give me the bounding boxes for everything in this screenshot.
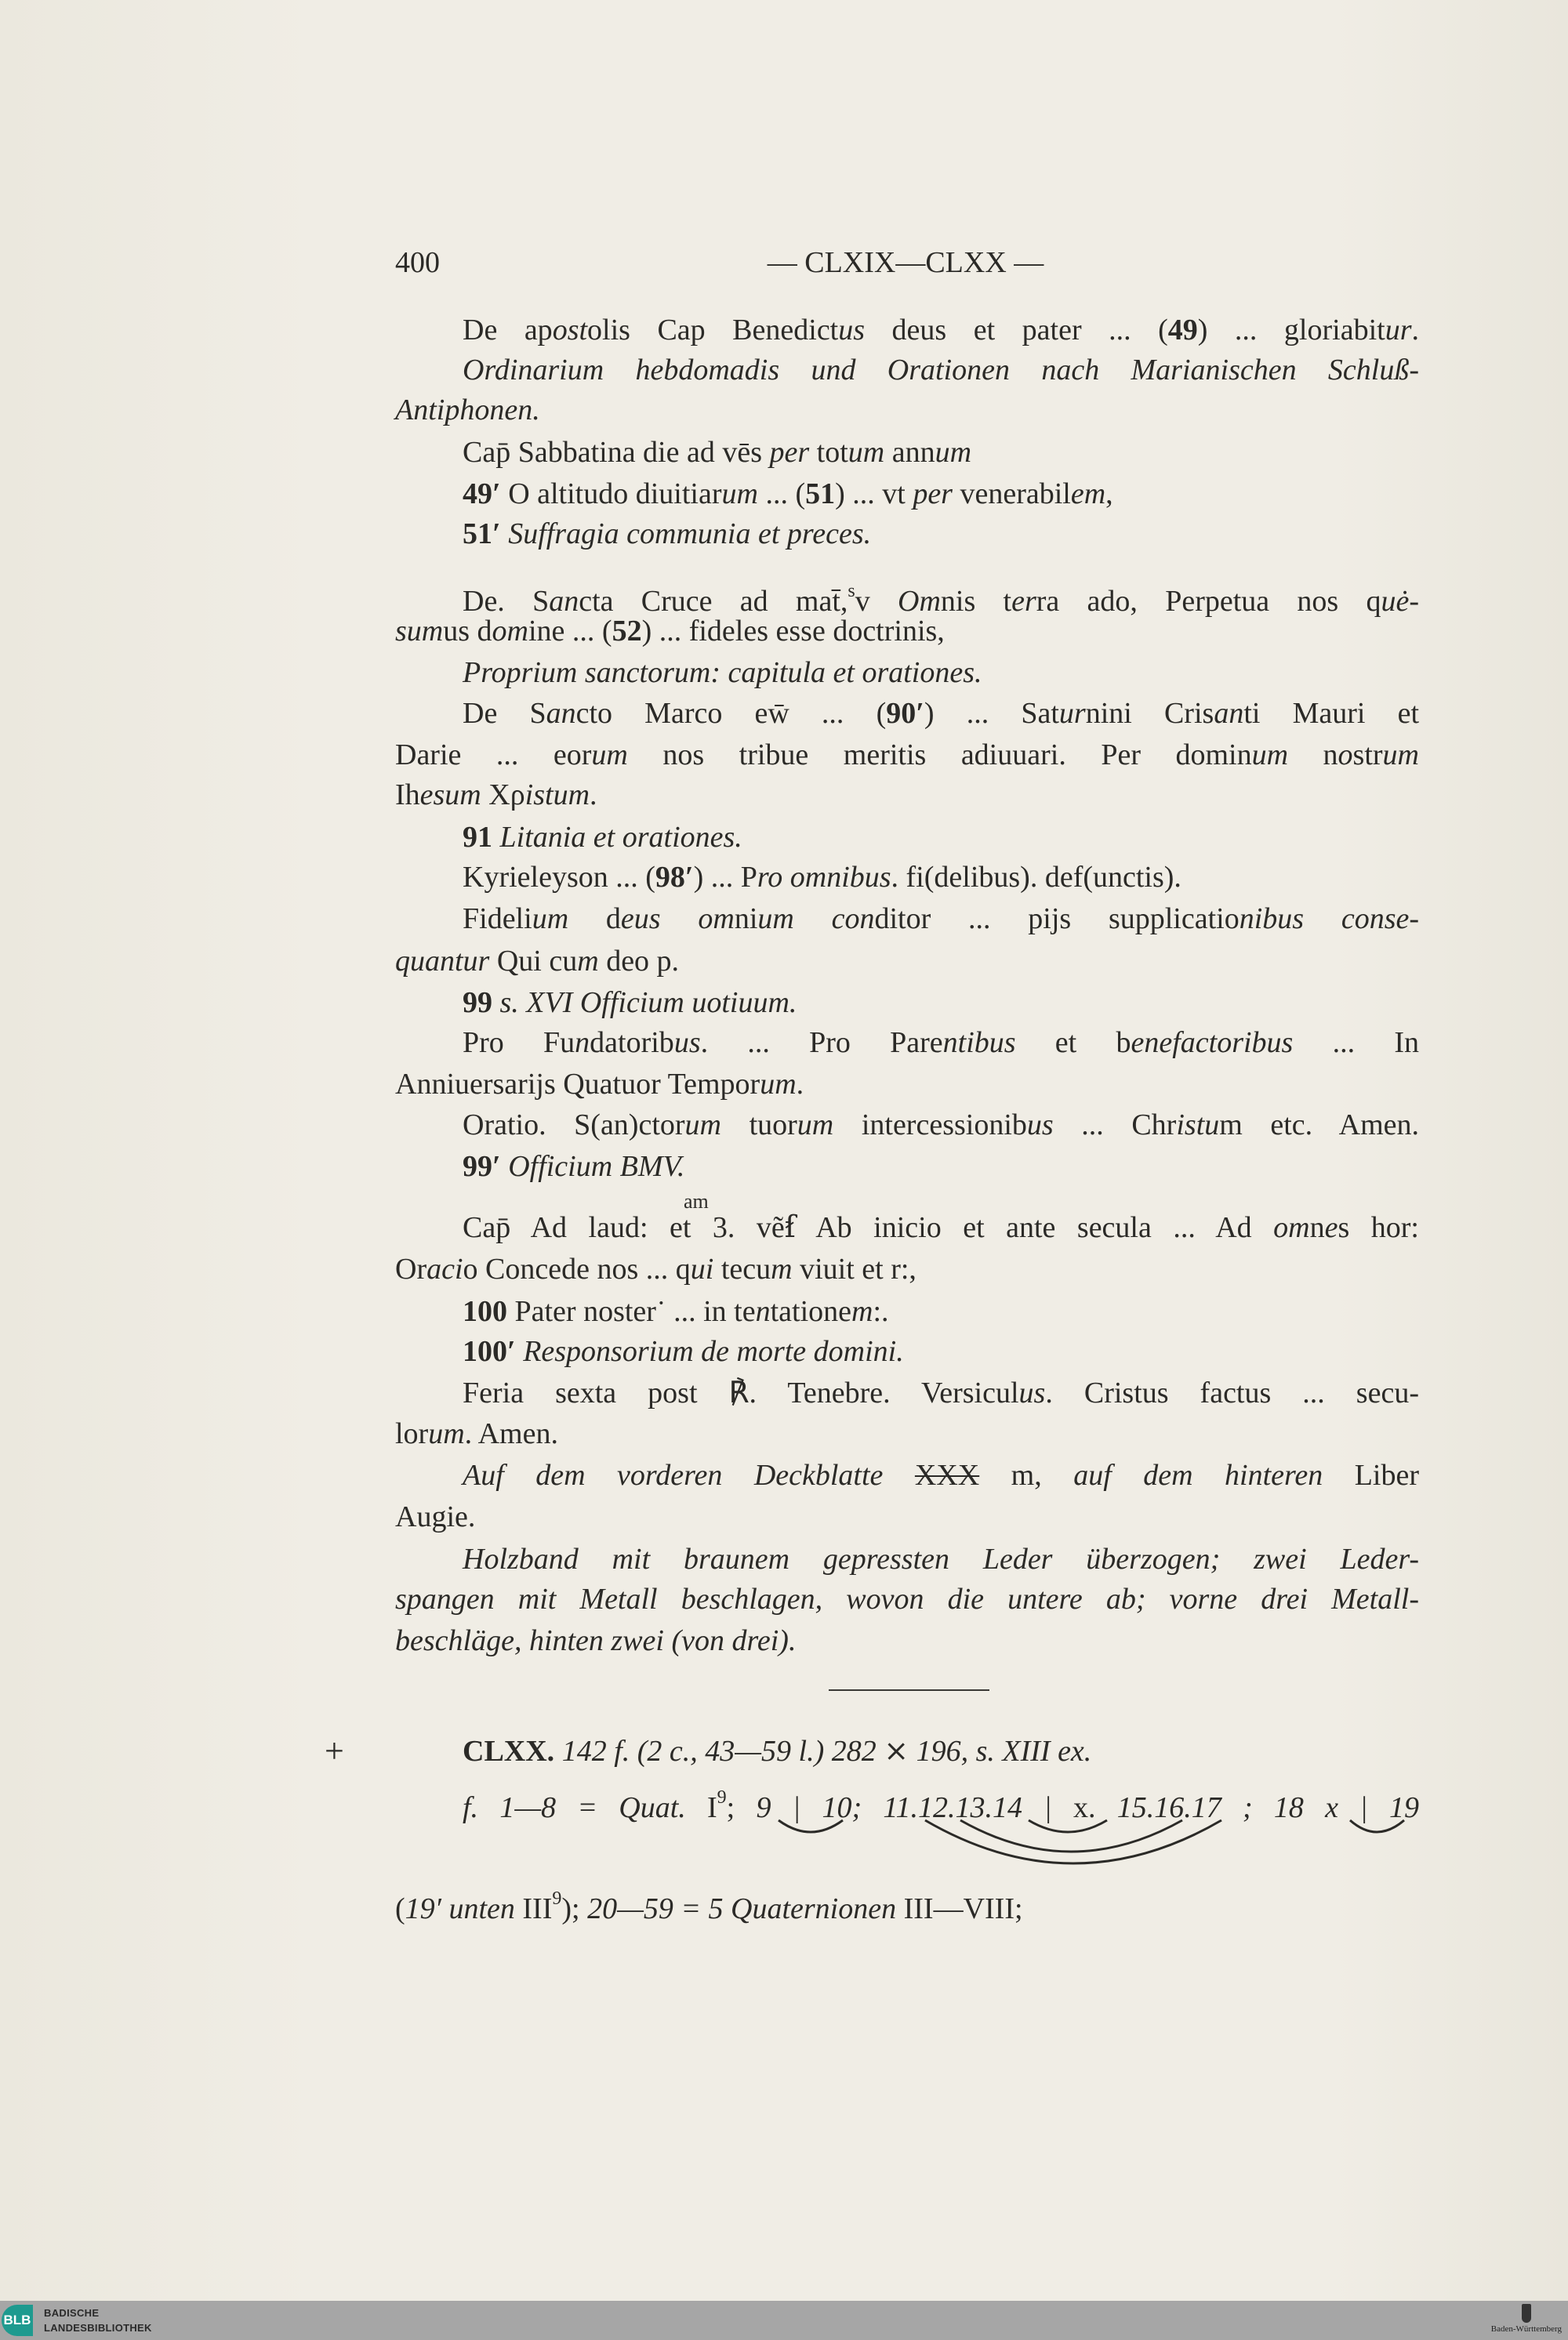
text-segment: um [532, 902, 569, 935]
text-segment: 9 [717, 1787, 727, 1808]
text-segment: om [1273, 1211, 1310, 1244]
text-segment: m [851, 1295, 873, 1328]
text-segment: Darie ... eor [395, 738, 592, 771]
text-segment: ni [734, 902, 758, 935]
text-segment: :. [873, 1295, 889, 1328]
text-segment: Liber [1323, 1459, 1420, 1492]
text-segment: deus et pater ... ( [865, 314, 1168, 346]
text-segment: ; [726, 1791, 757, 1824]
text-segment: ur [1058, 697, 1086, 730]
superscript-am: am [684, 1190, 709, 1213]
text-segment: us [673, 1026, 701, 1059]
text-segment: ti Mauri et [1243, 697, 1419, 730]
text-segment: Cap̄ Ad laud: et 3. vẽẜ Ab inicio et ante secula ... Ad [463, 1211, 1274, 1244]
text-segment: um [848, 436, 885, 469]
text-segment: deo p. [598, 945, 680, 978]
text-segment: d [568, 902, 621, 935]
text-segment: spangen mit Metall beschlagen, wovon die untere ab; vorne drei Metall- [395, 1583, 1419, 1616]
text-segment: ra ado, Perpetua nos q [1036, 585, 1381, 618]
text-segment: ur [1385, 314, 1412, 346]
margin-mark: + [325, 1732, 344, 1770]
text-segment: an [546, 697, 576, 730]
text-segment: cto Marco ew̄ ... ( [575, 697, 887, 730]
text-segment: er [1011, 585, 1036, 618]
text-segment: nibus [1239, 902, 1305, 935]
text-segment: Officium BMV. [500, 1150, 685, 1183]
text-segment: 9 [552, 1888, 562, 1909]
arc-middle [960, 1820, 1182, 1852]
text-segment: Holzband mit braunem gepressten Leder überzogen; zwei Leder- [463, 1543, 1419, 1576]
text-segment: sum [395, 615, 444, 648]
text-segment: ) ... vt [835, 477, 913, 510]
text-segment: um [1382, 738, 1419, 771]
text-segment: ) ... P [693, 861, 757, 894]
text-segment: 91 [463, 821, 492, 854]
text-segment: ann [884, 436, 935, 469]
text-segment: auf dem hinteren [1073, 1459, 1323, 1492]
text-segment: om [492, 615, 528, 648]
text-segment: ntibus [942, 1026, 1016, 1059]
text-segment: um [757, 902, 794, 935]
text-segment: o Concede nos ... q [463, 1253, 691, 1286]
text-segment: 15.16.17 ; 18 x | 19 [1116, 1791, 1420, 1824]
text-segment: tuor [721, 1108, 797, 1141]
text-segment: istu [1176, 1108, 1220, 1141]
text-segment: Anniuersarijs Quatuor Tempor [395, 1068, 760, 1101]
text-segment: . Amen. [464, 1417, 558, 1450]
arc-inner [1029, 1820, 1107, 1832]
text-segment: m, [979, 1459, 1074, 1492]
text-segment: um [684, 1108, 721, 1141]
text-segment: De S [463, 697, 546, 730]
text-segment: Pro Fu [463, 1026, 575, 1059]
text-segment: um [935, 436, 972, 469]
text-segment: 51′ [463, 517, 501, 550]
text-segment: intercessionib [833, 1108, 1027, 1141]
text-segment: tot [809, 436, 848, 469]
text-segment: x. [1073, 1791, 1117, 1824]
text-segment: 142 f. (2 c., 43—59 l.) 282 ⨯ 196, s. XIII ex. [554, 1735, 1092, 1768]
arc-9-10 [779, 1820, 843, 1832]
text-segment: Xρ [481, 778, 525, 811]
text-segment: n [575, 1026, 590, 1059]
text-segment: conse [1341, 902, 1410, 935]
text-segment: 99′ [463, 1150, 501, 1183]
text-segment: beschläge, hinten zwei (von drei). [395, 1624, 797, 1657]
text-segment: Or [395, 1253, 427, 1286]
text-segment: s [848, 581, 855, 601]
text-segment: cta Cruce ad mat̄, [579, 585, 848, 618]
text-segment: . [1411, 314, 1419, 346]
text-segment: us d [443, 615, 492, 648]
text-segment: um [428, 1417, 465, 1450]
text-segment: Suffragia communia et preces. [500, 517, 872, 550]
text-segment: . Cristus factus ... secu- [1045, 1377, 1419, 1409]
text-segment: . [796, 1068, 804, 1101]
text-segment: m [577, 945, 599, 978]
text-segment: us [838, 314, 866, 346]
page-number: 400 [395, 246, 440, 279]
text-segment: um [721, 477, 758, 510]
text-segment: uė [1381, 585, 1410, 618]
text-segment: 52 [612, 615, 642, 648]
text-segment: Proprium sanctorum: capitula et orationes. [463, 656, 982, 689]
text-segment: ... ( [757, 477, 806, 510]
text-segment: ine ... ( [528, 615, 612, 648]
text-segment: datorib [590, 1026, 674, 1059]
text-segment: Augie. [395, 1500, 476, 1533]
text-segment: III—VIII; [896, 1892, 1023, 1925]
text-segment: s hor: [1338, 1211, 1419, 1244]
text-segment: um [1251, 738, 1289, 771]
text-segment: ) ... gloriabit [1197, 314, 1385, 346]
text-segment: nos tribue meritis adiuuari. Per domin [627, 738, 1252, 771]
text-segment: ost [552, 314, 588, 346]
text-segment: aci [426, 1253, 463, 1286]
text-segment: O altitudo diuitiar [500, 477, 722, 510]
text-segment: 100′ [463, 1335, 516, 1368]
blb-logo: BLB [2, 2305, 33, 2336]
text-segment: 49 [1167, 314, 1198, 346]
text-segment: - [1409, 902, 1420, 935]
text-segment: n [1309, 1211, 1325, 1244]
text-segment: om [698, 902, 735, 935]
text-segment: um [797, 1108, 834, 1141]
text-segment: nini Cris [1085, 697, 1214, 730]
text-segment: Litania et orationes. [492, 821, 742, 854]
text-segment: 19′ unten [405, 1892, 515, 1925]
baden-wuerttemberg-logo [1491, 2304, 1562, 2334]
text-segment: s. XVI Officium uotiuum. [492, 986, 797, 1019]
text-segment: v [855, 585, 898, 618]
text-segment: ui [690, 1253, 714, 1286]
running-title: — CLXIX—CLXX — [767, 246, 1044, 279]
text-segment: quantur [395, 945, 490, 978]
text-segment: CLXX. [463, 1735, 555, 1768]
text-segment: et b [1015, 1026, 1131, 1059]
text-segment: 90′ [886, 697, 924, 730]
text-segment: ditor ... pijs supplicatio [874, 902, 1240, 935]
library-name-line-2: LANDESBIBLIOTHEK [44, 2322, 152, 2334]
text-segment: 20—59 = 5 Quaternionen [587, 1892, 897, 1925]
text-segment: I [707, 1791, 717, 1824]
text-segment: us [1026, 1108, 1054, 1141]
text-segment: ... In [1293, 1026, 1419, 1059]
text-segment: ro omnibus [757, 861, 891, 894]
text-segment: ) ... fideles esse doctrinis, [641, 615, 945, 648]
text-segment: Qui cu [489, 945, 578, 978]
text-segment: 100 [463, 1295, 507, 1328]
text-segment: 98′ [655, 861, 694, 894]
text-segment: ... Chr [1053, 1108, 1177, 1141]
text-segment: an [549, 585, 579, 618]
text-segment: nis t [940, 585, 1012, 618]
text-segment: ) ... Sat [924, 697, 1059, 730]
text-segment: per [769, 436, 810, 469]
state-label: Baden-Württemberg [1490, 2324, 1562, 2334]
text-segment: ); [561, 1892, 588, 1925]
text-segment: tatione [770, 1295, 851, 1328]
text-segment: . [590, 778, 597, 811]
text-segment: o [1338, 738, 1353, 771]
text-segment: m [771, 1253, 793, 1286]
text-segment: III [514, 1892, 553, 1925]
text-segment: an [1214, 697, 1244, 730]
text-segment: Oratio. S(an)ctor [463, 1108, 685, 1141]
text-segment: 99 [463, 986, 492, 1019]
text-segment: istum [524, 778, 590, 811]
text-segment: con [831, 902, 875, 935]
text-segment: Ih [395, 778, 420, 811]
text-segment: De ap [463, 314, 553, 346]
library-name-line-1: BADISCHE [44, 2307, 100, 2319]
arc-18-19 [1350, 1820, 1404, 1832]
text-segment: um [591, 738, 628, 771]
text-segment: venerabil [952, 477, 1071, 510]
text-segment: 9 | 10; 11.12.13.14 | [756, 1791, 1073, 1824]
text-segment: f. 1—8 = Quat. [463, 1791, 708, 1824]
crest-icon [1522, 2304, 1531, 2323]
text-segment: um [760, 1068, 797, 1101]
text-line [395, 1878, 1419, 1929]
text-segment: esum [419, 778, 481, 811]
text-segment: e [1324, 1211, 1338, 1244]
text-segment: . fi(delibus). def(unctis). [891, 861, 1181, 894]
text-segment: n [755, 1295, 771, 1328]
text-segment: Om [898, 585, 941, 618]
text-segment: tecu [713, 1253, 771, 1286]
text-segment: eus [620, 902, 661, 935]
text-segment: Antiphonen. [395, 394, 540, 426]
text-segment: m etc. Amen. [1219, 1108, 1420, 1141]
text-segment: ( [395, 1892, 405, 1925]
text-segment: Responsorium de morte domini. [515, 1335, 904, 1368]
text-segment: em [1070, 477, 1106, 510]
text-segment: lor [395, 1417, 429, 1450]
text-segment: De. S [463, 585, 550, 618]
text-segment: n [1288, 738, 1338, 771]
text-segment: str [1352, 738, 1383, 771]
text-segment: Pater noster˙ ... in te [507, 1295, 756, 1328]
text-segment: 51 [805, 477, 836, 510]
text-segment: 49′ [463, 477, 501, 510]
text-segment: Ordinarium hebdomadis und Orationen nach Marianischen Schluß- [463, 354, 1419, 386]
text-segment: - [1409, 585, 1420, 618]
text-segment: . ... Pro Pare [700, 1026, 943, 1059]
text-segment: us [1018, 1377, 1046, 1409]
text-segment: olis Cap Benedict [587, 314, 839, 346]
text-segment: enefactoribus [1131, 1026, 1294, 1059]
text-segment: Feria sexta post ℟. Tenebre. Versicul [463, 1377, 1019, 1409]
text-segment: per [913, 477, 953, 510]
library-name [44, 2306, 152, 2335]
text-segment: , [1105, 477, 1113, 510]
text-segment: Auf dem vorderen Deckblatte [463, 1459, 915, 1492]
text-segment: Cap̄ Sabbatina die ad vēs [463, 436, 770, 469]
text-segment: Kyrieleyson ... ( [463, 861, 655, 894]
text-segment: viuit et r:, [792, 1253, 916, 1286]
arc-outer [925, 1820, 1221, 1863]
text-segment: Fideli [463, 902, 532, 935]
text-segment: XXX [914, 1459, 980, 1492]
library-footer [0, 2301, 1568, 2340]
